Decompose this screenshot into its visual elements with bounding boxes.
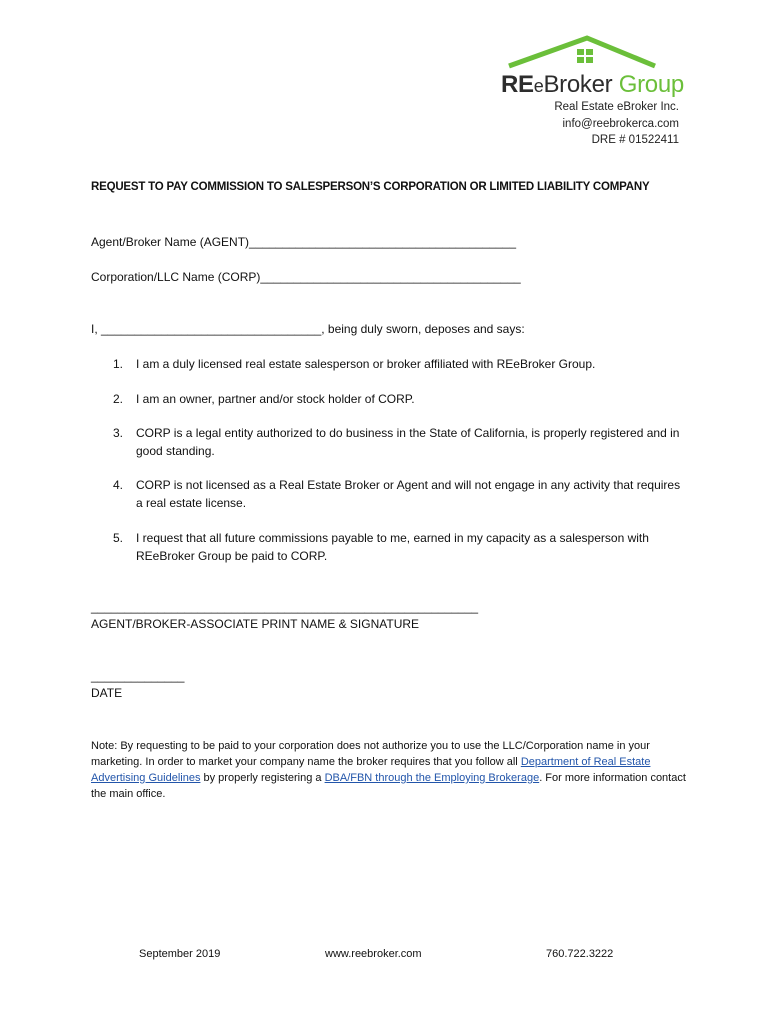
list-item-text: CORP is a legal entity authorized to do business in the State of California, is properly registered and in good standing. <box>136 426 680 458</box>
list-item-number: 3. <box>113 426 124 440</box>
note-text: Note: By requesting to be paid to your corporation does not authorize you to use the LLC/Corporation name in your marketing. In order to market your company name the broker requires that you follow all <box>91 740 650 768</box>
list-item-number: 5. <box>113 531 124 545</box>
sworn-statement-line: I, _________________________________, being duly sworn, deposes and says: <box>91 322 525 336</box>
note-paragraph <box>91 738 691 802</box>
list-item-number: 1. <box>113 357 124 371</box>
signature-line: __________________________________________________________ <box>91 600 479 614</box>
signature-label: AGENT/BROKER-ASSOCIATE PRINT NAME & SIGNATURE <box>91 617 420 631</box>
footer-website: www.reebroker.com <box>325 948 422 960</box>
agent-name-line: Agent/Broker Name (AGENT)________________________________________ <box>91 235 516 249</box>
dba-fbn-link[interactable]: DBA/FBN through the Employing Brokerage <box>324 772 540 784</box>
company-name: Real Estate eBroker Inc. <box>554 101 679 113</box>
date-label: DATE <box>91 686 123 700</box>
reebroker-logo <box>495 32 685 102</box>
date-line: ______________ <box>91 669 185 683</box>
company-dre: DRE # 01522411 <box>591 134 679 146</box>
footer-phone: 760.722.3222 <box>546 948 614 960</box>
list-item-number: 2. <box>113 392 124 406</box>
corp-name-line: Corporation/LLC Name (CORP)_______________________________________ <box>91 270 521 284</box>
footer-date: September 2019 <box>139 948 221 960</box>
company-email: info@reebrokerca.com <box>562 117 679 130</box>
document-title: REQUEST TO PAY COMMISSION TO SALESPERSON’S CORPORATION OR LIMITED LIABILITY COMPANY <box>91 181 650 193</box>
note-text: . For more information contact the main office. <box>91 772 686 800</box>
list-item-text: I am a duly licensed real estate salesperson or broker affiliated with REeBroker Group. <box>136 357 596 371</box>
list-item-number: 4. <box>113 478 124 492</box>
list-item-text: CORP is not licensed as a Real Estate Broker or Agent and will not engage in any activity that requires a real estate license. <box>136 478 681 510</box>
company-info <box>554 99 679 149</box>
logo-wordmark: REeBroker Group <box>501 71 684 98</box>
note-text: by properly registering a <box>200 772 325 784</box>
dre-advertising-guidelines-link[interactable]: Department of Real Estate Advertising Guidelines <box>91 756 651 784</box>
list-item-text: I request that all future commissions payable to me, earned in my capacity as a salesperson with REeBroker Group be paid to CORP. <box>136 531 649 563</box>
list-item-text: I am an owner, partner and/or stock holder of CORP. <box>136 392 415 406</box>
